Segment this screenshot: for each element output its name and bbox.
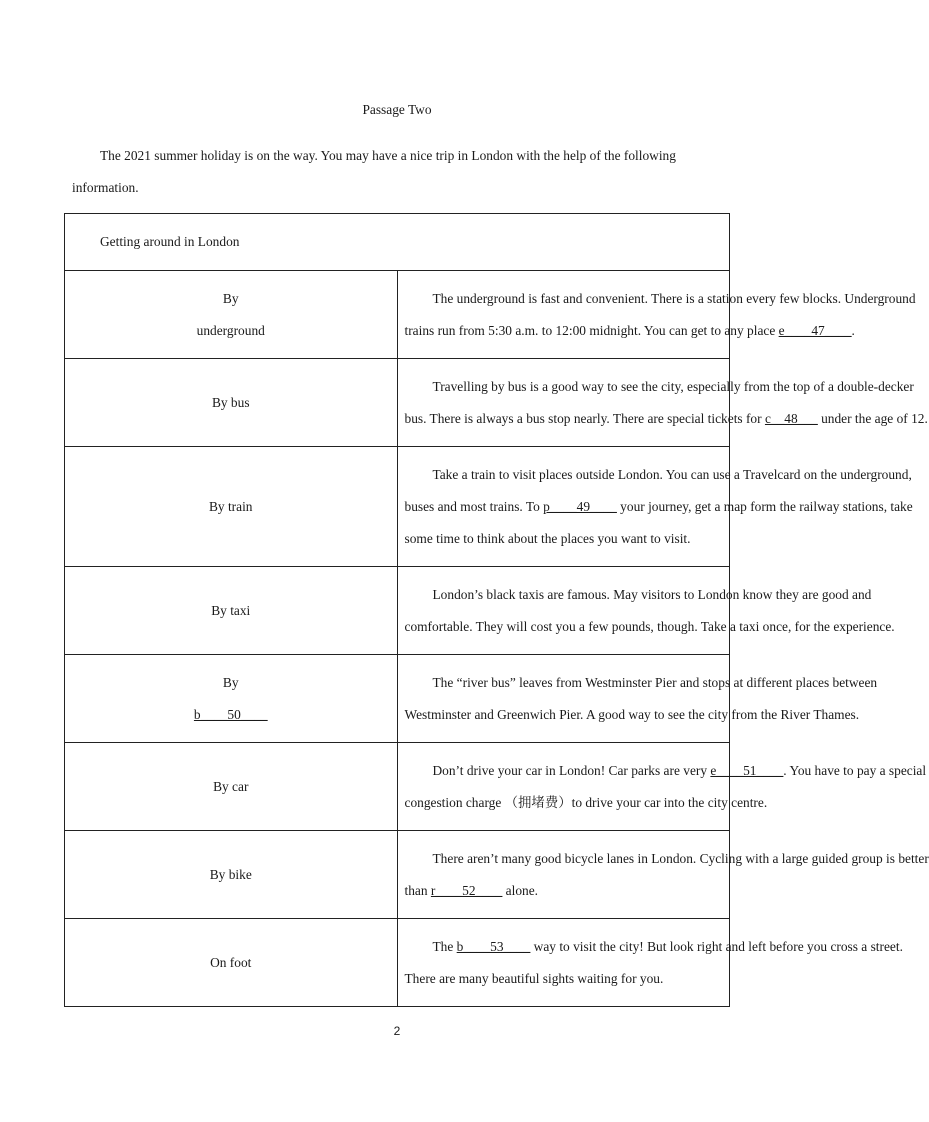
table-row-bike bbox=[65, 831, 730, 919]
mode-cell: By taxi bbox=[65, 567, 398, 655]
mode-label-line-2: underground bbox=[196, 322, 265, 338]
description-cell bbox=[397, 359, 928, 447]
description-cell bbox=[397, 831, 929, 919]
desc-text: bus. There is always a bus stop nearly. There are special tickets for bbox=[404, 410, 765, 426]
intro-paragraph bbox=[72, 140, 732, 204]
desc-line bbox=[404, 403, 928, 435]
desc-line bbox=[405, 755, 927, 787]
table-row-taxi bbox=[65, 567, 730, 655]
table-header-cell: Getting around in London bbox=[65, 214, 730, 271]
description-cell bbox=[397, 655, 878, 743]
table-row-bus bbox=[65, 359, 730, 447]
mode-cell: By car bbox=[65, 743, 398, 831]
desc-text: . You have to pay a special bbox=[783, 762, 927, 778]
desc-line: The “river bus” leaves from Westminster Pier and stops at different places between bbox=[432, 674, 878, 690]
page-number: 2 bbox=[393, 1024, 401, 1038]
desc-line: Westminster and Greenwich Pier. A good way to see the city from the River Thames. bbox=[404, 706, 860, 722]
desc-line: There are many beautiful sights waiting for you. bbox=[404, 970, 664, 986]
mode-cell bbox=[65, 271, 398, 359]
mode-label-line-1: By bbox=[222, 674, 239, 690]
desc-line bbox=[405, 875, 726, 907]
desc-line: There aren’t many good bicycle lanes in London. Cycling with a large guided group is better bbox=[432, 850, 929, 866]
description-cell bbox=[397, 271, 916, 359]
blank-52: r____52____ bbox=[430, 882, 503, 898]
desc-line bbox=[405, 931, 903, 963]
description-cell bbox=[397, 567, 895, 655]
desc-line: comfortable. They will cost you a few pounds, though. Take a taxi once, for the experience. bbox=[404, 618, 895, 634]
blank-51: e____51____ bbox=[710, 762, 784, 778]
desc-line bbox=[404, 491, 913, 523]
table-row-foot bbox=[65, 919, 730, 1007]
mode-cell: By bike bbox=[65, 831, 398, 919]
table-row-car bbox=[65, 743, 730, 831]
desc-line: some time to think about the places you want to visit. bbox=[404, 530, 691, 546]
desc-text: your journey, get a map form the railway stations, take bbox=[616, 498, 913, 514]
mode-cell: By bus bbox=[65, 359, 398, 447]
mode-cell: On foot bbox=[65, 919, 398, 1007]
desc-text: alone. bbox=[502, 882, 539, 898]
mode-cell: By train bbox=[65, 447, 398, 567]
description-cell bbox=[397, 447, 913, 567]
blank-48: c__48___ bbox=[764, 410, 818, 426]
desc-text: way to visit the city! But look right and left before you cross a street. bbox=[530, 938, 903, 954]
blank-47: e____47____ bbox=[778, 322, 852, 338]
blank-53: b____53____ bbox=[456, 938, 531, 954]
desc-line: Travelling by bus is a good way to see the city, especially from the top of a double-decker bbox=[432, 378, 914, 394]
blank-50: b____50____ bbox=[193, 706, 268, 722]
table-row-river-bus bbox=[65, 655, 730, 743]
desc-line bbox=[404, 315, 855, 347]
desc-text: under the age of 12. bbox=[817, 410, 928, 426]
desc-line: congestion charge （拥堵费）to drive your car into the city centre. bbox=[404, 794, 768, 810]
intro-line-2: information. bbox=[72, 180, 139, 195]
desc-text: The bbox=[432, 938, 457, 954]
desc-text: Don’t drive your car in London! Car parks are very bbox=[432, 762, 711, 778]
desc-line: Take a train to visit places outside London. You can use a Travelcard on the underground, bbox=[432, 466, 912, 482]
table-row-train bbox=[65, 447, 730, 567]
table-row-underground bbox=[65, 271, 730, 359]
blank-49: p____49____ bbox=[543, 498, 617, 514]
desc-text: trains run from 5:30 a.m. to 12:00 midnight. You can get to any place bbox=[404, 322, 779, 338]
intro-line-1: The 2021 summer holiday is on the way. You may have a nice trip in London with the help of the following bbox=[100, 148, 676, 163]
desc-text: than bbox=[404, 882, 431, 898]
mode-cell bbox=[65, 655, 398, 743]
london-transport-table bbox=[64, 213, 929, 1007]
mode-label-line-1: By bbox=[222, 290, 239, 306]
table-header-row bbox=[65, 214, 730, 271]
description-cell bbox=[397, 919, 903, 1007]
passage-title: Passage Two bbox=[362, 102, 432, 117]
desc-text: buses and most trains. To bbox=[404, 498, 544, 514]
desc-line: The underground is fast and convenient. There is a station every few blocks. Underground bbox=[432, 290, 916, 306]
description-cell bbox=[397, 743, 927, 831]
desc-text: . bbox=[851, 322, 855, 338]
desc-line: London’s black taxis are famous. May visitors to London know they are good and bbox=[432, 586, 872, 602]
